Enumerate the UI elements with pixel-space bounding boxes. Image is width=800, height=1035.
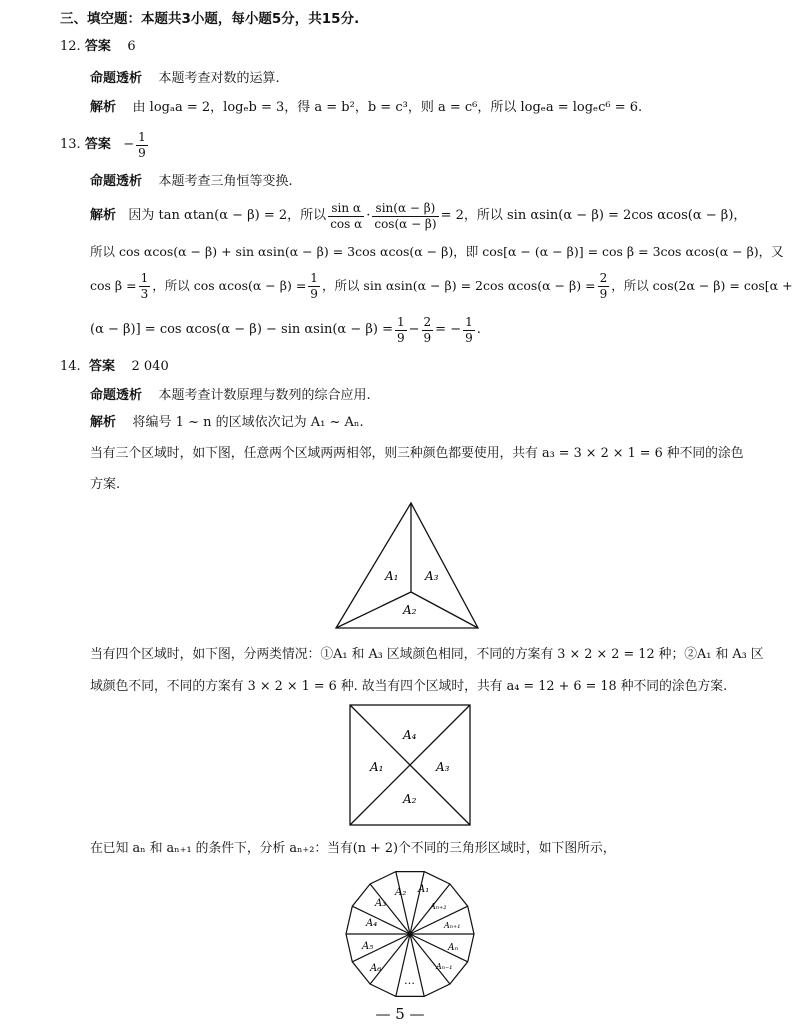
- answer-label: 答案: [88, 359, 115, 374]
- polygon-label-a6: A₆: [370, 963, 382, 974]
- square-label-a2: A₂: [403, 792, 417, 806]
- q12-solution-line: [90, 99, 642, 117]
- q13-answer-line: [60, 128, 150, 162]
- square-label-a3: A₃: [436, 760, 450, 774]
- polygon-figure: [342, 866, 482, 998]
- solution-label: 解析: [90, 100, 117, 115]
- q13-solution-line-4: (α − β)] = cos αcos(α − β) − sin αsin(α − β) = $\frac{1}{9}$ − $\frac{2}{9}$ = − $\frac{1}{9}$ .: [90, 314, 481, 345]
- solution-label: 解析: [90, 415, 117, 430]
- q13-solution-line-3: cos β = $\frac{1}{3}$ ，所以 cos αcos(α − β) = $\frac{1}{9}$ ，所以 sin αsin(α − β) = 2cos αcos(α − β) = $\frac{2}{9}$ ，所以 cos(2α − β) = cos[α +: [90, 270, 793, 301]
- polygon-label-an: Aₙ: [448, 943, 459, 953]
- square-label-a1: A₁: [370, 760, 384, 774]
- polygon-label-ellipsis: …: [404, 974, 415, 987]
- q13-intent: 本题考查三角恒等变换.: [158, 174, 293, 189]
- polygon-label-a2: A₂: [395, 887, 407, 898]
- polygon-spoke: [410, 934, 468, 962]
- q14-para1-line1: 当有三个区域时，如下图，任意两个区域两两相邻，则三种颜色都要使用，共有 a₃ = 3 × 2 × 1 = 6 种不同的涂色: [90, 446, 744, 461]
- q12-solution: 由 logₐa = 2，logₑb = 3，得 a = b²，b = c³，则 a = c⁶，所以 logₑa = logₑc⁶ = 6.: [132, 100, 643, 115]
- triangle-figure: [333, 500, 483, 635]
- q14-para2-line1: 当有四个区域时，如下图，分两类情况：①A₁ 和 A₃ 区域颜色相同，不同的方案有 3 × 2 × 2 = 12 种；②A₁ 和 A₃ 区: [90, 647, 764, 662]
- polygon-label-a5: A₅: [362, 941, 374, 952]
- polygon-label-a1: A₁: [418, 884, 430, 895]
- triangle-label-a2: A₂: [403, 603, 417, 617]
- q14-para1-line2: 方案.: [90, 477, 121, 492]
- section-header: 三、填空题：本题共3小题，每小题5分，共15分.: [60, 11, 360, 27]
- q13-solution-line-2: 所以 cos αcos(α − β) + sin αsin(α − β) = 3cos αcos(α − β)，即 cos[α − (α − β)] = cos β = 3cos αcos(α − β)，又: [90, 244, 784, 259]
- answer-label: 答案: [84, 137, 111, 152]
- q14-para2-line2: 域颜色不同，不同的方案有 3 × 2 × 1 = 6 种. 故当有四个区域时，共有 a₄ = 12 + 6 = 18 种不同的涂色方案.: [90, 679, 728, 694]
- polygon-label-an-1: Aₙ₋₁: [436, 962, 453, 971]
- q12-answer: 6: [127, 39, 136, 54]
- q14-intent: 本题考查计数原理与数列的综合应用.: [158, 388, 371, 403]
- polygon-label-a3: A₃: [375, 898, 387, 909]
- intent-label: 命题透析: [90, 388, 143, 403]
- answer-label: 答案: [84, 39, 111, 54]
- polygon-label-an2: Aₙ₊₂: [430, 902, 447, 911]
- q13-answer-fraction: $\frac{1}{9}$: [138, 129, 146, 160]
- q12-intent-line: [90, 70, 280, 88]
- q12-intent: 本题考查对数的运算.: [158, 71, 280, 86]
- triangle-label-a1: A₁: [385, 569, 399, 583]
- q13-intent-line: [90, 173, 293, 191]
- q13-number: 13.: [60, 137, 81, 152]
- polygon-spoke: [352, 906, 410, 934]
- square-label-a4: A₄: [403, 728, 417, 742]
- polygon-label-an1: Aₙ₊₁: [444, 921, 461, 930]
- polygon-label-a4: A₄: [366, 918, 378, 929]
- q12-number: 12.: [60, 39, 81, 54]
- q12-answer-line: [60, 38, 136, 56]
- polygon-spoke: [352, 934, 410, 962]
- q14-answer: 2 040: [131, 359, 169, 374]
- q14-answer-line: [60, 358, 169, 376]
- q14-para3: 在已知 aₙ 和 aₙ₊₁ 的条件下，分析 aₙ₊₂：当有(n + 2)个不同的三角形区域时，如下图所示，: [90, 841, 616, 856]
- square-figure: [348, 703, 473, 828]
- q14-number: 14.: [60, 359, 81, 374]
- solution-label: 解析: [90, 208, 117, 223]
- intent-label: 命题透析: [90, 71, 143, 86]
- intent-label: 命题透析: [90, 174, 143, 189]
- q14-intent-line: [90, 387, 371, 405]
- q14-solution-intro: 解析 将编号 1 ~ n 的区域依次记为 A₁ ~ Aₙ.: [90, 415, 364, 430]
- triangle-label-a3: A₃: [425, 569, 439, 583]
- q13-answer-sign: −: [123, 137, 135, 152]
- q13-solution-line-1: 解析 因为 tan αtan(α − β) = 2，所以 $\frac{\text{sin α}}{\text{cos α}}$ · $\frac{\sin(\alpha - \beta)}{\cos(\alpha - \beta)}$ = 2，所以 sin αsin(α − β) = 2cos αcos(α − β)，: [90, 200, 747, 231]
- page-number: — 5 —: [375, 1005, 425, 1023]
